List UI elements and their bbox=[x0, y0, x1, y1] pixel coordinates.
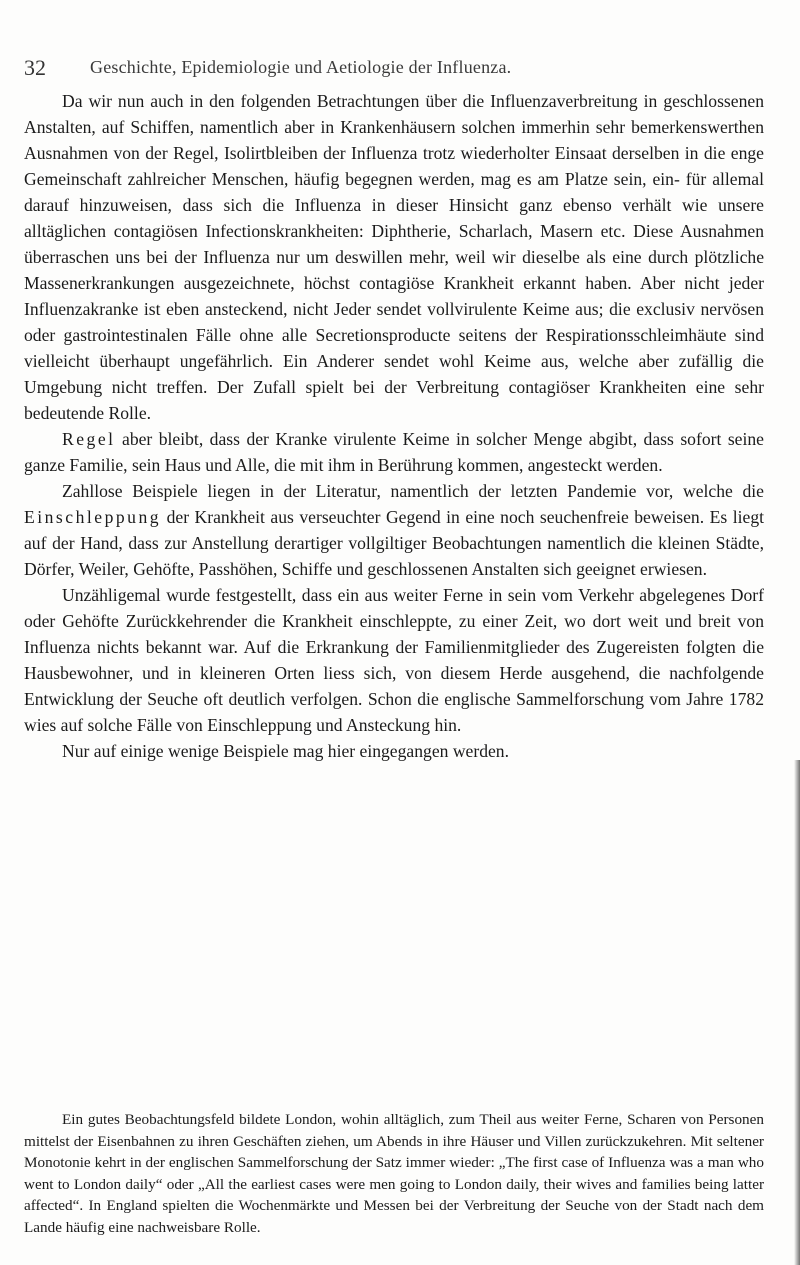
paragraph-2 bbox=[24, 426, 764, 478]
paragraph-1: Da wir nun auch in den folgenden Betrachtungen über die Influenzaverbreitung in geschlossenen Anstalten, auf Schiffen, namentlich aber in Krankenhäusern solchen immerhin sehr bemerkenswerthen Ausnahmen von der Regel, Isolirtbleiben der Influenza trotz wiederholter Einsaat derselben in die enge Gemeinschaft zahlreicher Menschen, häufig begegnen werden, mag es am Platze sein, ein- für allemal darauf hinzuweisen, dass sich die Influenza in dieser Hinsicht ganz ebenso verhält wie unsere alltäglichen contagiösen Infectionskrankheiten: Diphtherie, Scharlach, Masern etc. Diese Ausnahmen überraschen uns bei der Influenza nur um deswillen mehr, weil wir dieselbe als eine durch plötzliche Massenerkrankungen ausgezeichnete, höchst contagiöse Krankheit erkannt haben. Aber nicht jeder Influenzakranke ist eben ansteckend, nicht Jeder sendet vollvirulente Keime aus; die exclusiv nervösen oder gastrointestinalen Fälle ohne alle Secretionsproducte seitens der Respirationsschleimhäute sind vielleicht überhaupt ungefährlich. Ein Anderer sendet wohl Keime aus, welche aber zufällig die Umgebung nicht treffen. Der Zufall spielt bei der Verbreitung contagiöser Krankheiten eine sehr bedeutende Rolle. bbox=[24, 91, 764, 423]
running-title: Geschichte, Epidemiologie und Aetiologie der Influenza. bbox=[90, 57, 512, 77]
emphasis-regel: Regel bbox=[62, 429, 116, 449]
paragraph-3 bbox=[24, 478, 764, 582]
small-print-paragraph: Ein gutes Beobachtungsfeld bildete London, wohin alltäglich, zum Theil aus weiter Ferne, Scharen von Personen mittelst der Eisenbahnen zu ihren Geschäften ziehen, um Abends in ihre Häuser und Villen zurückzukehren. Mit seltener Monotonie kehrt in der englischen Sammelforschung der Satz immer wieder: „The first case of Influenza was a man who went to London daily“ oder „All the earliest cases were men going to London daily, their wives and families being latter affected“. In England spielten die Wochenmärkte und Messen bei der Verbreitung der Seuche von der Stadt nach dem Lande häufig eine nachweisbare Rolle. bbox=[24, 1111, 764, 1236]
paragraph-3-end: der Krankheit aus verseuchter Gegend in eine noch seuchenfreie beweisen. Es liegt auf der Hand, dass zur Anstellung derartiger vollgiltiger Beobachtungen namentlich die kleinen Städte, Dörfer, Weiler, Gehöfte, Passhöhen, Schiffe und geschlossenen Anstalten sich geeignet erwiesen. bbox=[24, 507, 764, 579]
paragraph-5: Nur auf einige wenige Beispiele mag hier eingegangen werden. bbox=[62, 741, 509, 761]
main-text bbox=[24, 88, 764, 764]
page-number: 32 bbox=[24, 55, 46, 80]
page-edge-shadow bbox=[794, 760, 800, 1265]
paragraph-2-text: aber bleibt, dass der Kranke virulente Keime in solcher Menge abgibt, dass sofort seine ganze Familie, sein Haus und Alle, die mit ihm in Berührung kommen, angesteckt werden. bbox=[24, 429, 764, 475]
paragraph-3-start: Zahllose Beispiele liegen in der Literatur, namentlich der letzten Pandemie vor, welche die bbox=[62, 481, 764, 501]
emphasis-einschleppung: Einschleppung bbox=[24, 507, 162, 527]
small-print-note bbox=[24, 1109, 764, 1238]
paragraph-4: Unzähligemal wurde festgestellt, dass ein aus weiter Ferne in sein vom Verkehr abgelegenes Dorf oder Gehöfte Zurückkehrender die Krankheit einschleppte, zu einer Zeit, wo dort weit und breit von Influenza nichts bekannt war. Auf die Erkrankung der Familienmitglieder des Zugereisten folgten die Hausbewohner, und in kleineren Orten liess sich, von diesem Herde ausgehend, die nachfolgende Entwicklung der Seuche oft deutlich verfolgen. Schon die englische Sammelforschung vom Jahre 1782 wies auf solche Fälle von Einschleppung und Ansteckung hin. bbox=[24, 585, 764, 735]
page-header bbox=[24, 55, 760, 83]
